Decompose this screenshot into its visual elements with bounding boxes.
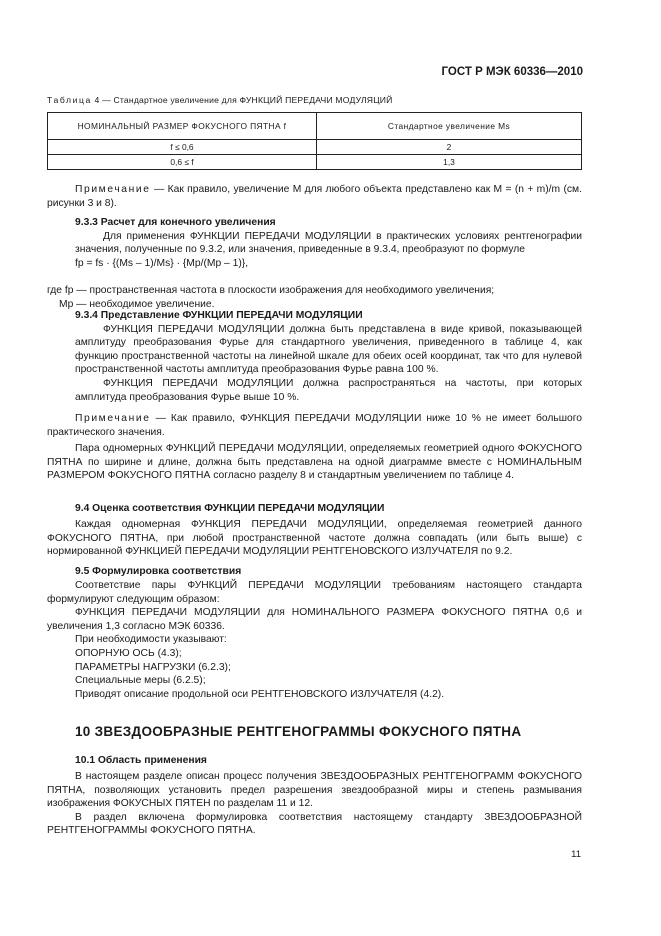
table-cell-magnification: 1,3 (317, 155, 582, 170)
note-label: Примечание (75, 184, 151, 195)
table-header-magnification: Стандартное увеличение Ms (317, 113, 582, 140)
paragraph: При необходимости указывают: (75, 634, 227, 646)
table-note (47, 183, 582, 210)
table-cell-size: f ≤ 0,6 (48, 140, 317, 155)
paragraph: Каждая одномерная ФУНКЦИЯ ПЕРЕДАЧИ МОДУЛЯЦИИ, определяемая геометрией данного ФОКУСНОГО ПЯТНА, при любой пространственной частоте должна совпадать (или быть выше) с нормированной ФУНКЦИЕЙ ПЕРЕДАЧИ МОДУЛЯЦИИ РЕНТГЕНОВСКОГО ИЗЛУЧАТЕЛЯ по 9.2. (47, 519, 582, 558)
table-row (48, 140, 582, 155)
paragraph: Для применения ФУНКЦИИ ПЕРЕДАЧИ МОДУЛЯЦИИ в практических условиях рентгенографии значения, полученные по 9.3.2, или значения, приведенные в 9.3.4, преобразуют по формуле (75, 230, 582, 256)
magnification-table (47, 112, 582, 170)
section-10-heading: 10 ЗВЕЗДООБРАЗНЫЕ РЕНТГЕНОГРАММЫ ФОКУСНОГО ПЯТНА (75, 724, 522, 739)
paragraph: ФУНКЦИЯ ПЕРЕДАЧИ МОДУЛЯЦИИ для НОМИНАЛЬНОГО РАЗМЕРА ФОКУСНОГО ПЯТНА 0,6 и увеличения 1,3 согласно МЭК 60336. (47, 607, 582, 632)
section-9-4-body (47, 518, 582, 559)
paragraph: ФУНКЦИЯ ПЕРЕДАЧИ МОДУЛЯЦИИ должна быть представлена в виде кривой, показывающей амплитуду преобразования Фурье для стандартного увеличения, приведенного в таблице 4, как функцию пространственной частоты на линейной шкале для обеих осей координат, так что для нулевой пространственной частоты амплитуда преобразования Фурье равна 100 %. (75, 323, 582, 376)
paragraph: Специальные меры (6.2.5); (75, 675, 206, 687)
section-9-4 (75, 502, 582, 516)
table-caption (47, 95, 393, 105)
formula-legend (47, 284, 582, 311)
where-line-2: Mp — необходимое увеличение. (59, 298, 215, 310)
table-row (48, 155, 582, 170)
section-heading: 9.3.4 Представление ФУНКЦИИ ПЕРЕДАЧИ МОДУЛЯЦИИ (75, 310, 363, 321)
section-9-3-4-cont (47, 442, 582, 483)
table-cell-size: 0,6 ≤ f (48, 155, 317, 170)
note-text: — Как правило, ФУНКЦИЯ ПЕРЕДАЧИ МОДУЛЯЦИИ ниже 10 % не имеет большого практического значения. (47, 413, 582, 438)
paragraph: Приводят описание продольной оси РЕНТГЕНОВСКОГО ИЗЛУЧАТЕЛЯ (4.2). (75, 688, 445, 700)
paragraph: В раздел включена формулировка соответствия настоящему стандарту ЗВЕЗДООБРАЗНОЙ РЕНТГЕНОГРАММЫ ФОКУСНОГО ПЯТНА. (47, 811, 582, 837)
section-10-1-body (47, 770, 582, 838)
document-header: ГОСТ Р МЭК 60336—2010 (441, 66, 583, 78)
table-header-row (48, 113, 582, 140)
section-heading: 9.5 Формулировка соответствия (75, 566, 242, 577)
page-number: 11 (571, 849, 581, 860)
section-heading: 10.1 Область применения (75, 755, 207, 766)
where-line-1: где fp — пространственная частота в плоскости изображения для необходимого увеличения; (47, 285, 495, 296)
section-9-3-3 (75, 216, 582, 270)
table-cell-magnification: 2 (317, 140, 582, 155)
paragraph: ФУНКЦИЯ ПЕРЕДАЧИ МОДУЛЯЦИИ должна распространяться на частоты, при которых амплитуда преобразования Фурье выше 10 %. (75, 377, 582, 403)
formula: fp = fs · {(Ms – 1)/Ms} · {Mp/(Mp – 1)}, (75, 257, 249, 269)
paragraph: ПАРАМЕТРЫ НАГРУЗКИ (6.2.3); (75, 661, 231, 673)
table-caption-text: 4 — Стандартное увеличение для ФУНКЦИЙ ПЕРЕДАЧИ МОДУЛЯЦИЙ (94, 95, 393, 105)
paragraph: Соответствие пары ФУНКЦИЙ ПЕРЕДАЧИ МОДУЛЯЦИИ требованиям настоящего стандарта формулируют следующим образом: (47, 580, 582, 605)
section-heading: 9.3.3 Расчет для конечного увеличения (75, 217, 276, 228)
paragraph: Пара одномерных ФУНКЦИЙ ПЕРЕДАЧИ МОДУЛЯЦИИ, определяемых геометрией одного ФОКУСНОГО ПЯТНА по ширине и длине, должна быть представлена на одной диаграмме вместе с НОМИНАЛЬНЫМ РАЗМЕРОМ ФОКУСНОГО ПЯТНА согласно разделу 8 и стандартным увеличением по таблице 4. (47, 443, 582, 482)
note-label: Примечание (75, 413, 151, 424)
section-9-3-4 (75, 309, 582, 404)
paragraph: В настоящем разделе описан процесс получения ЗВЕЗДООБРАЗНЫХ РЕНТГЕНОГРАММ ФОКУСНОГО ПЯТНА, позволяющих установить предел разрешения звездообразной миры и степень размывания изображения ФОКУСНЫХ ПЯТЕН по разделам 11 и 12. (47, 771, 582, 810)
section-10-1 (75, 754, 582, 768)
section-9-5 (75, 565, 582, 579)
note-text: — Как правило, увеличение M для любого объекта представлено как M = (n + m)/m (см. рисунки 3 и 8). (47, 184, 582, 209)
section-note (47, 412, 582, 439)
section-heading: 9.4 Оценка соответствия ФУНКЦИИ ПЕРЕДАЧИ МОДУЛЯЦИИ (75, 503, 385, 514)
table-header-size: НОМИНАЛЬНЫЙ РАЗМЕР ФОКУСНОГО ПЯТНА f (48, 113, 317, 140)
paragraph: ОПОРНУЮ ОСЬ (4.3); (75, 647, 182, 659)
section-9-5-body (47, 579, 582, 701)
table-caption-word: Таблица (47, 95, 92, 105)
